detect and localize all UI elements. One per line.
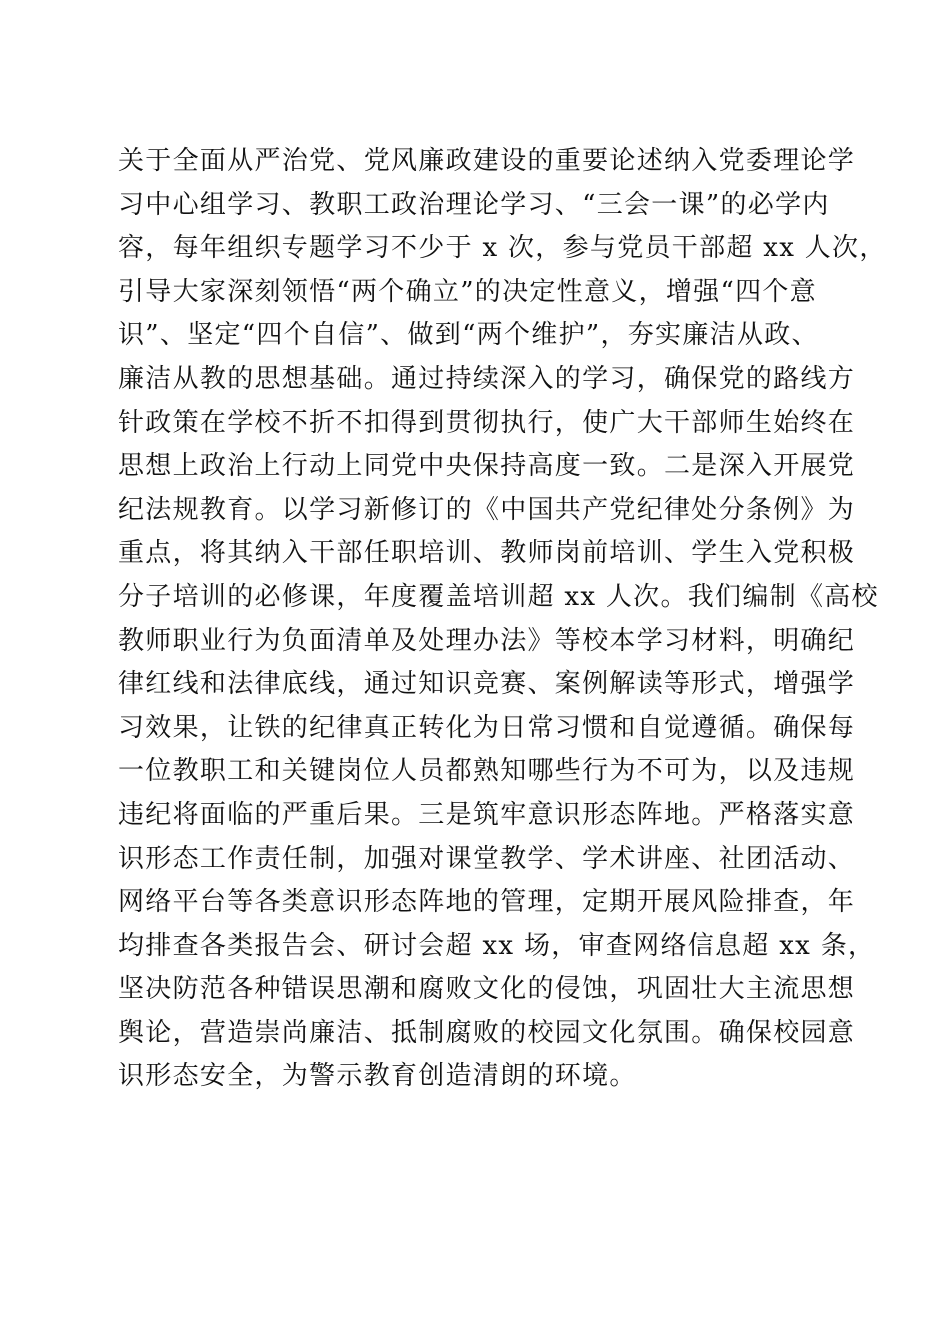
text-line: 一位教职工和关键岗位人员都熟知哪些行为不可为，以及违规	[118, 756, 856, 787]
text-line: 分子培训的必修课，年度覆盖培训超 xx 人次。我们编制《高校	[118, 581, 879, 612]
text-line: 违纪将面临的严重后果。三是筑牢意识形态阵地。严格落实意	[118, 799, 856, 830]
text-line: 容，每年组织专题学习不少于 x 次，参与党员干部超 xx 人次，	[118, 233, 887, 264]
text-line: 识形态工作责任制，加强对课堂教学、学术讲座、社团活动、	[118, 843, 856, 874]
text-line: 纪法规教育。以学习新修订的《中国共产党纪律处分条例》为	[118, 494, 856, 525]
text-line: 重点，将其纳入干部任职培训、教师岗前培训、学生入党积极	[118, 538, 856, 569]
text-line: 坚决防范各种错误思潮和腐败文化的侵蚀，巩固壮大主流思想	[118, 974, 856, 1005]
text-line: 思想上政治上行动上同党中央保持高度一致。二是深入开展党	[118, 451, 856, 482]
text-line: 廉洁从教的思想基础。通过持续深入的学习，确保党的路线方	[118, 363, 856, 394]
body-paragraph	[118, 140, 887, 1099]
text-line: 关于全面从严治党、党风廉政建设的重要论述纳入党委理论学	[118, 146, 856, 176]
text-line: 网络平台等各类意识形态阵地的管理，定期开展风险排查，年	[118, 887, 856, 918]
text-line: 引导大家深刻领悟“两个确立”的决定性意义，增强“四个意	[118, 276, 817, 307]
text-line: 均排查各类报告会、研讨会超 xx 场，审查网络信息超 xx 条，	[118, 930, 876, 961]
text-line: 舆论，营造崇尚廉洁、抵制腐败的校园文化氛围。确保校园意	[118, 1017, 856, 1048]
text-line: 习中心组学习、教职工政治理论学习、“三会一课”的必学内	[118, 189, 830, 220]
text-line: 习效果，让铁的纪律真正转化为日常习惯和自觉遵循。确保每	[118, 712, 856, 743]
text-line: 识形态安全，为警示教育创造清朗的环境。	[118, 1061, 637, 1092]
text-line: 教师职业行为负面清单及处理办法》等校本学习材料，明确纪	[118, 625, 856, 656]
text-line: 识”、坚定“四个自信”、做到“两个维护”，夯实廉洁从政、	[118, 320, 819, 351]
text-line: 律红线和法律底线，通过知识竞赛、案例解读等形式，增强学	[118, 669, 856, 700]
text-line: 针政策在学校不折不扣得到贯彻执行，使广大干部师生始终在	[118, 407, 856, 438]
